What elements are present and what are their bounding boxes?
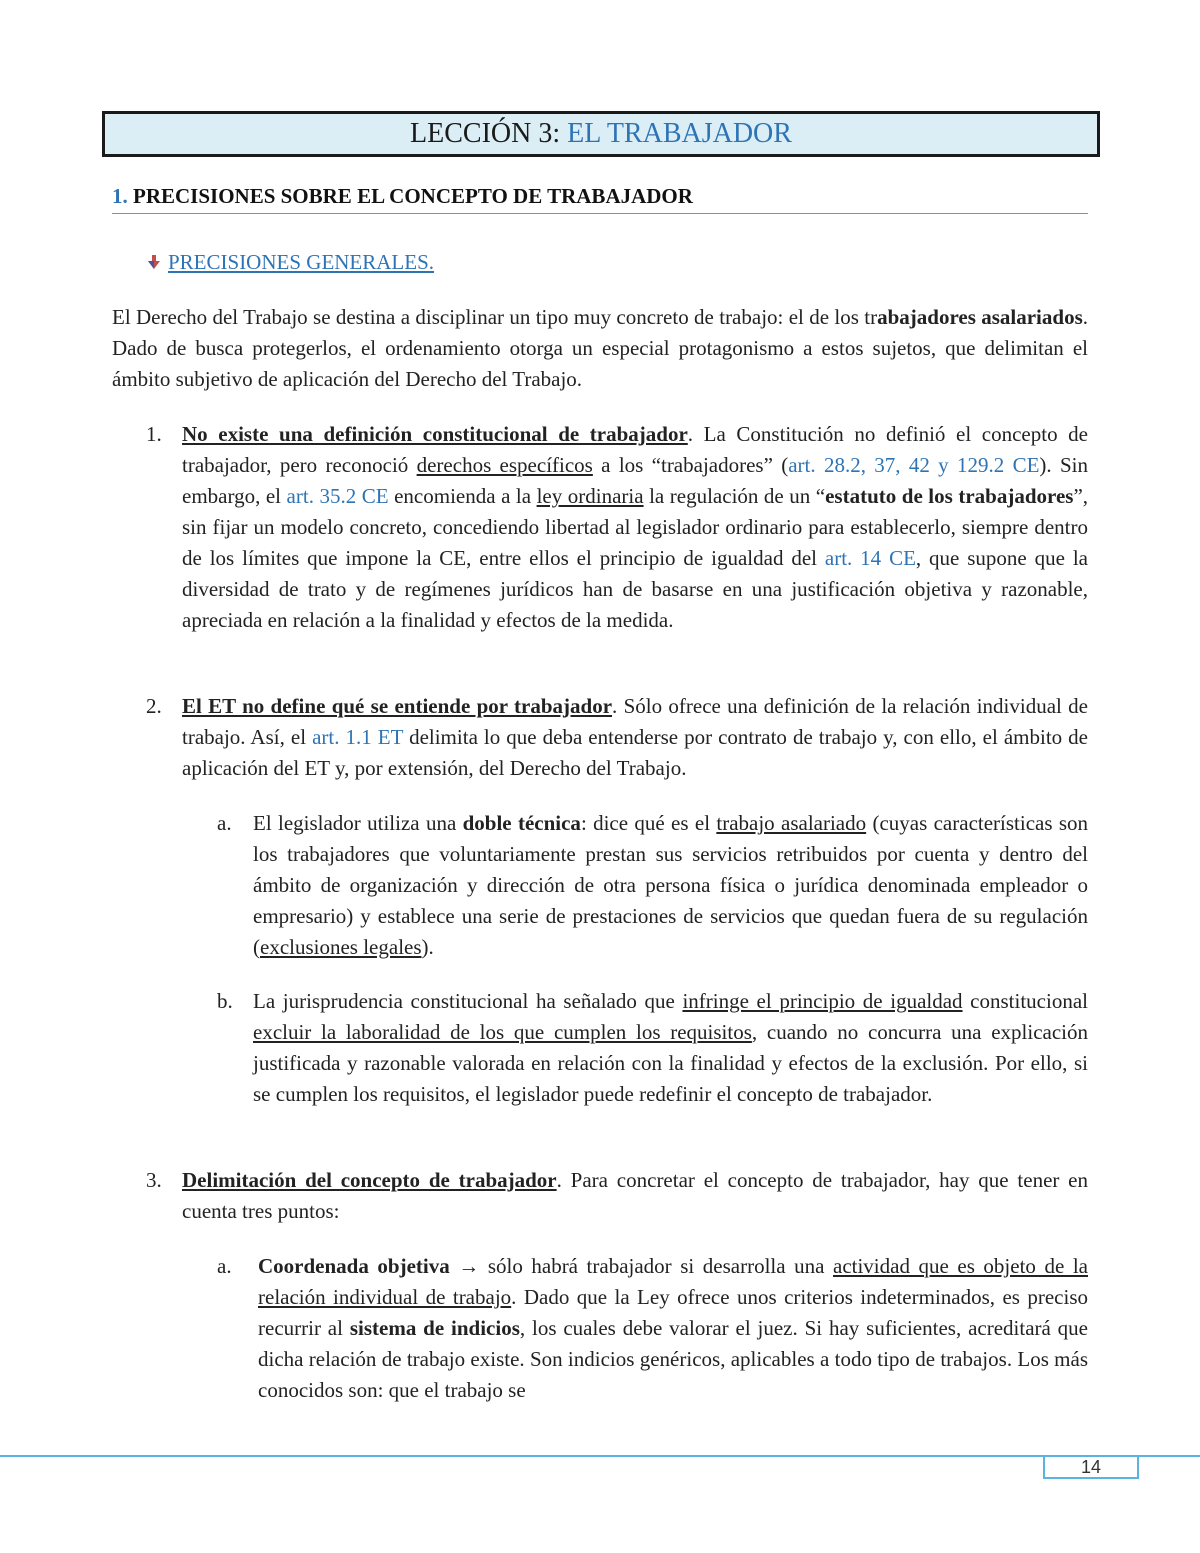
text: , los cuales debe valorar el juez. Si hay suficientes, acreditará que dicha relación de trabajo existe. Son indicios genéricos, aplicables a todo tipo de trabajos. Los más conocidos son: que el trabajo se [258,1316,1089,1402]
item-heading: Delimitación del concepto de trabajador [182,1168,557,1192]
text: constitucional [962,989,1088,1013]
text: El Derecho del Trabajo se destina a disciplinar un tipo muy concreto de trabajo: el de los tr [112,305,878,329]
text: a los “trabajadores” ( [592,453,789,477]
text: la regulación de un “ [643,484,826,508]
section-title: PRECISIONES SOBRE EL CONCEPTO DE TRABAJADOR [133,184,693,208]
underlined-text: exclusiones legales [260,935,422,959]
law-reference-link[interactable]: art. 1.1 ET [312,725,404,749]
list-marker: 3. [146,1168,162,1192]
list-marker: b. [217,989,233,1013]
intro-paragraph [112,302,1088,395]
law-reference-link[interactable]: art. 14 CE [824,546,916,570]
law-reference-link[interactable]: art. 35.2 CE [286,484,389,508]
list-marker: a. [217,811,232,835]
section-number: 1. [112,184,128,208]
text: . Dado que la Ley ofrece unos criterios indeterminados, es preciso recurrir al [258,1285,1088,1340]
arrow-bullet-icon [146,254,162,270]
text: . Dado de busca protegerlos, el ordenamiento otorga un especial protagonismo a estos sujetos, que delimitan el ámbito subjetivo de aplicación del Derecho del Trabajo. [112,305,1088,391]
section-heading [112,184,1088,214]
bold-text: Coordenada objetiva [258,1254,450,1278]
list-marker: 2. [146,694,162,718]
text: delimita lo que deba entenderse por contrato de trabajo y, con ello, el ámbito de aplicación del ET y, por extensión, del Derecho del Trabajo. [182,725,1088,780]
bold-text: abajadores asalariados [877,305,1083,329]
subheading-text: PRECISIONES GENERALES. [168,250,435,274]
text: La jurisprudencia constitucional ha señalado que [253,989,683,1013]
law-reference-link[interactable]: art. 28.2, 37, 42 y 129.2 CE [788,453,1040,477]
text: . La Constitución no definió el concepto de trabajador, pero reconoció [182,422,1089,477]
text: encomienda a la [388,484,537,508]
underlined-text: actividad que es objeto de la relación individual de trabajo [258,1254,1088,1309]
bold-text: estatuto de los trabajadores [825,484,1074,508]
text: . Sólo ofrece una definición de la relación individual de trabajo. Así, el [182,694,1088,749]
underlined-text: derechos específicos [416,453,593,477]
bold-text: sistema de indicios [349,1316,520,1340]
list-item-1 [182,419,1088,636]
lesson-title-highlight: EL TRABAJADOR [567,118,792,149]
underlined-text: excluir la laboralidad de los que cumplen los requisitos [253,1020,752,1044]
underlined-text: trabajo asalariado [716,811,867,835]
text: → sólo habrá trabajador si desarrolla una [449,1254,833,1278]
list-item-2b [253,986,1088,1110]
text: ). Sin embargo, el [182,453,1089,508]
text: , cuando no concurra una explicación justificada y razonable valorada en relación con la finalidad y efectos de la exclusión. Por ello, si se cumplen los requisitos, el legislador puede redefinir el concepto de trabajador. [253,1020,1089,1106]
list-item-3 [182,1165,1088,1227]
lesson-title-prefix: LECCIÓN 3: [410,118,561,149]
list-marker: a. [217,1254,232,1278]
text: . Para concretar el concepto de trabajador, hay que tener en cuenta tres puntos: [182,1168,1088,1223]
footer-rule [0,1455,1200,1457]
list-marker: 1. [146,422,162,446]
item-heading: No existe una definición constitucional de trabajador [182,422,688,446]
text: ”, sin fijar un modelo concreto, concediendo libertad al legislador ordinario para establecerlo, siempre dentro de los límites que impone la CE, entre ellos el principio de igualdad del [182,484,1089,570]
text: : dice qué es el [580,811,717,835]
text: ). [421,935,434,959]
subheading [146,250,434,275]
text: , que supone que la diversidad de trato y de regímenes jurídicos han de basarse en una justificación objetiva y razonable, apreciada en relación a la finalidad y efectos de la medida. [182,546,1089,632]
page-number: 14 [1043,1455,1139,1479]
list-item-3a [258,1251,1088,1406]
list-item-2 [182,691,1088,784]
underlined-text: ley ordinaria [536,484,644,508]
text: (cuyas características son los trabajadores que voluntariamente prestan sus servicios retribuidos por cuenta y dentro del ámbito de organización y dirección de otra persona física o jurídica denominada empleador o empresario) y establece una serie de prestaciones de servicios que quedan fuera de su regulación ( [253,811,1089,959]
bold-text: doble técnica [462,811,581,835]
item-heading: El ET no define qué se entiende por trabajador [182,694,613,718]
lesson-title [102,111,1100,157]
underlined-text: infringe el principio de igualdad [682,989,963,1013]
list-item-2a [253,808,1088,963]
text: El legislador utiliza una [253,811,463,835]
